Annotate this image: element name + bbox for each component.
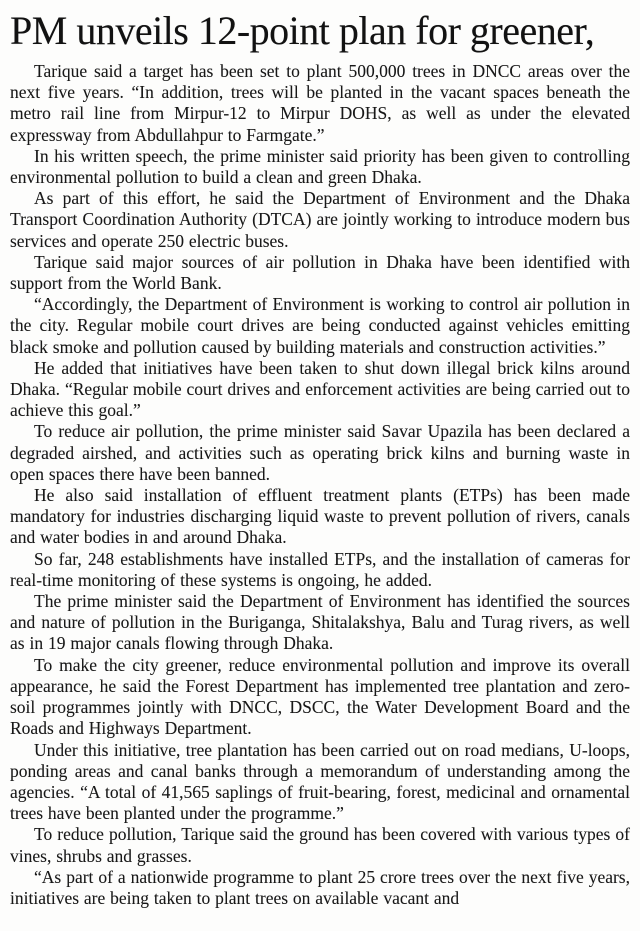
paragraph: To make the city greener, reduce environmental pollution and improve its overall appearance, he said the Forest Department has implemented tree plantation and zero-soil programmes jointly with DNCC, DSCC, the Water Development Board and the Roads and Highways Department. [10, 654, 630, 739]
article-body [10, 61, 630, 909]
paragraph: Under this initiative, tree plantation has been carried out on road medians, U-loops, ponding areas and canal banks through a memorandum of understanding among the agencies. “A total of 41,565 saplings of fruit-bearing, forest, medicinal and ornamental trees have been planted under the programme.” [10, 739, 630, 824]
paragraph: Tarique said major sources of air pollution in Dhaka have been identified with support from the World Bank. [10, 251, 630, 294]
paragraph: “Accordingly, the Department of Environment is working to control air pollution in the city. Regular mobile court drives are being conducted against vehicles emitting black smoke and pollution caused by building materials and construction activities.” [10, 294, 630, 357]
article-headline: PM unveils 12-point plan for greener, [10, 8, 595, 53]
paragraph: The prime minister said the Department of Environment has identified the sources and nature of pollution in the Buriganga, Shitalakshya, Balu and Turag rivers, as well as in 19 major canals flowing through Dhaka. [10, 591, 630, 654]
paragraph: Tarique said a target has been set to plant 500,000 trees in DNCC areas over the next five years. “In addition, trees will be planted in the vacant spaces beneath the metro rail line from Mirpur-12 to Mirpur DOHS, as well as under the elevated expressway from Abdullahpur to Farmgate.” [10, 61, 630, 145]
paragraph: As part of this effort, he said the Department of Environment and the Dhaka Transport Coordination Authority (DTCA) are jointly working to introduce modern bus services and operate 250 electric buses. [10, 188, 630, 251]
paragraph: To reduce air pollution, the prime minister said Savar Upazila has been declared a degraded airshed, and activities such as operating brick kilns and burning waste in open spaces there have been banned. [10, 421, 630, 484]
paragraph: “As part of a nationwide programme to plant 25 crore trees over the next five years, initiatives are being taken to plant trees on available vacant and [10, 866, 630, 908]
paragraph: In his written speech, the prime minister said priority has been given to controlling environmental pollution to build a clean and green Dhaka. [10, 145, 630, 188]
paragraph: He added that initiatives have been taken to shut down illegal brick kilns around Dhaka. “Regular mobile court drives and enforcement activities are being carried out to achieve this goal.” [10, 357, 630, 421]
paragraph: He also said installation of effluent treatment plants (ETPs) has been made mandatory for industries discharging liquid waste to prevent pollution of rivers, canals and water bodies in and around Dhaka. [10, 485, 630, 548]
paragraph: To reduce pollution, Tarique said the ground has been covered with various types of vines, shrubs and grasses. [10, 824, 630, 866]
paragraph: So far, 248 establishments have installed ETPs, and the installation of cameras for real-time monitoring of these systems is ongoing, he added. [10, 548, 630, 590]
